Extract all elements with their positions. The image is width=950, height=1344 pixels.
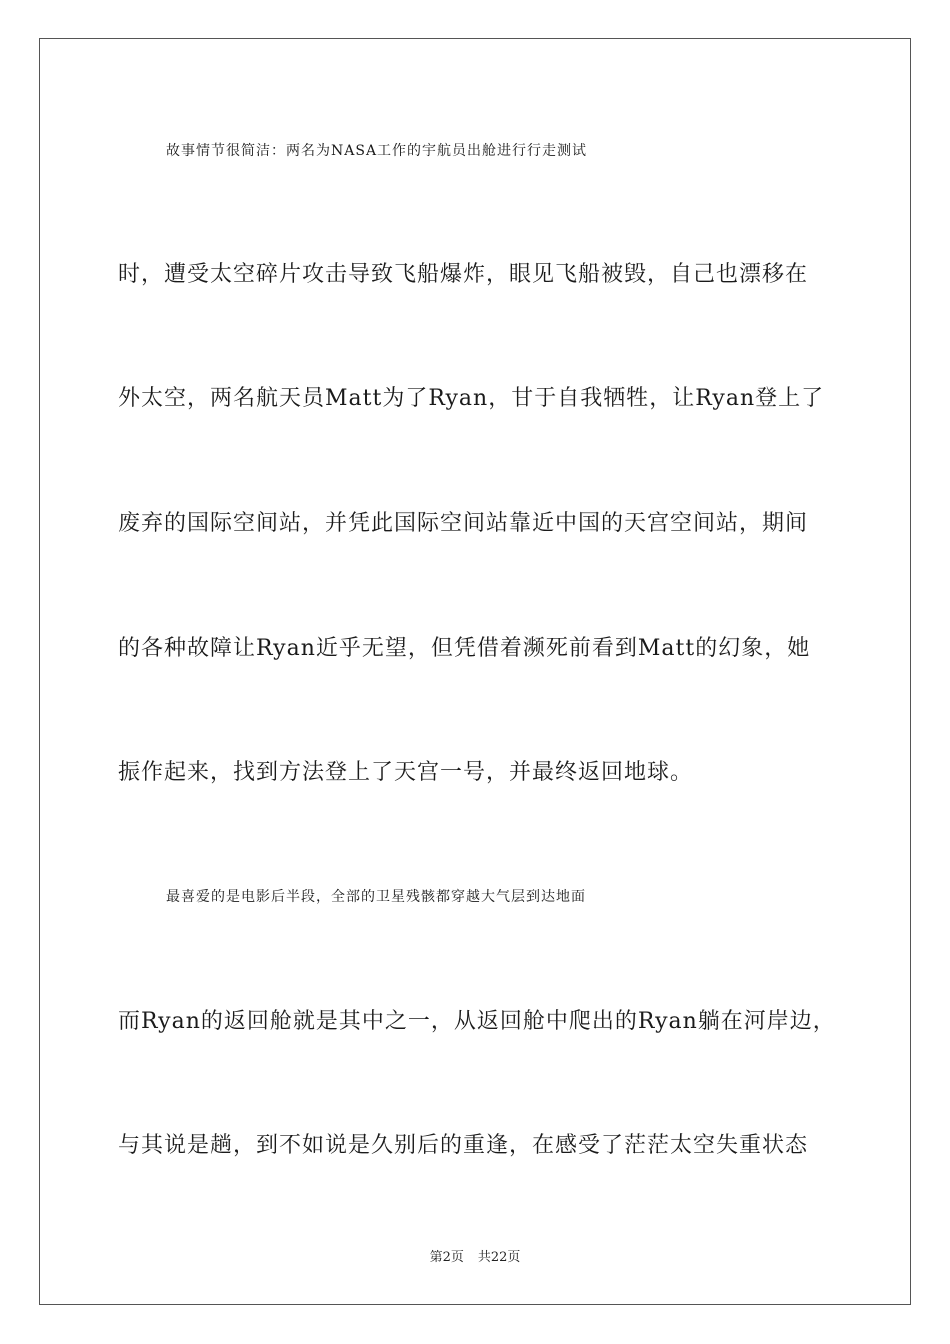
paragraph-1-line-4: 废弃的国际空间站，并凭此国际空间站靠近中国的天宫空间站，期间 [118, 511, 809, 536]
page-footer [0, 1246, 950, 1265]
paragraph-1-line-1: 故事情节很简洁：两名为NASA工作的宇航员出舱进行行走测试 [166, 143, 588, 159]
page-number: 第2页 [429, 1250, 464, 1265]
paragraph-1-line-5: 的各种故障让Ryan近乎无望，但凭借着濒死前看到Matt的幻象，她 [118, 636, 811, 661]
paragraph-1-line-2: 时，遭受太空碎片攻击导致飞船爆炸，眼见飞船被毁，自己也漂移在 [118, 262, 809, 287]
paragraph-2-line-3: 与其说是趟，到不如说是久别后的重逢，在感受了茫茫太空失重状态 [118, 1133, 809, 1158]
paragraph-1-line-6: 振作起来，找到方法登上了天宫一号，并最终返回地球。 [118, 760, 694, 785]
paragraph-2-line-1: 最喜爱的是电影后半段，全部的卫星残骸都穿越大气层到达地面 [166, 889, 586, 905]
paragraph-1-line-3: 外太空，两名航天员Matt为了Ryan，甘于自我牺牲，让Ryan登上了 [118, 386, 825, 411]
page-border [39, 38, 911, 1305]
paragraph-2-line-2: 而Ryan的返回舱就是其中之一，从返回舱中爬出的Ryan躺在河岸边， [118, 1009, 836, 1034]
page-total: 共22页 [477, 1250, 521, 1265]
